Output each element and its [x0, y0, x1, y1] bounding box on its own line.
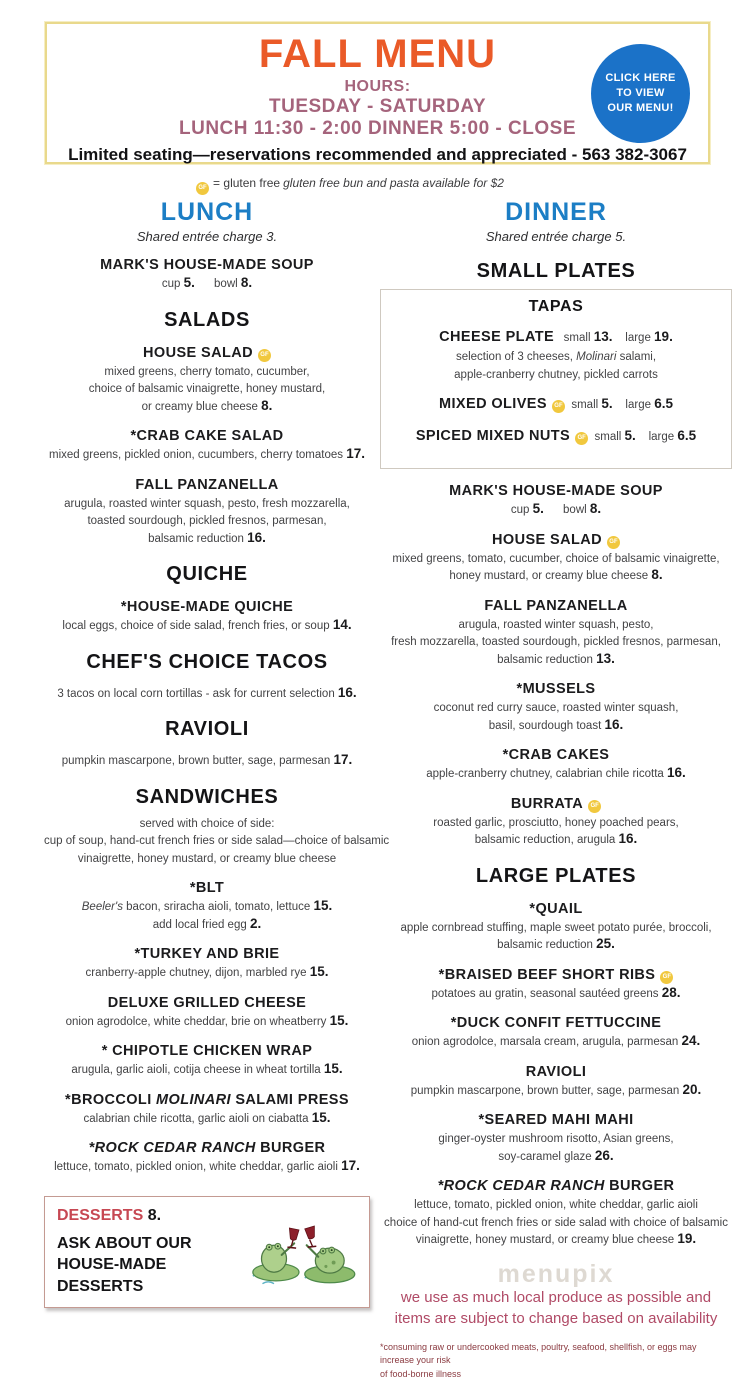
item-title-text: FALL PANZANELLA	[484, 598, 627, 614]
section-heading: RAVIOLI	[44, 718, 370, 741]
item-price: 16.	[604, 717, 623, 732]
item-price: 17.	[346, 446, 365, 461]
item-desc-line	[44, 685, 370, 703]
item-title-text: *MUSSELS	[517, 681, 596, 697]
item-price: 17.	[333, 752, 352, 767]
item-desc-text: balsamic reduction	[497, 654, 596, 666]
disclaimer-line: *consuming raw or undercooked meats, poultry, seafood, shellfish, or eggs may increase your risk	[380, 1341, 732, 1368]
section-heading: SMALL PLATES	[380, 260, 732, 283]
hours-days: TUESDAY - SATURDAY	[47, 96, 708, 118]
section-heading: SALADS	[44, 309, 370, 332]
menu-item	[44, 1090, 370, 1128]
item-desc-line	[44, 275, 370, 293]
tapas-box	[380, 289, 732, 469]
menu-item	[380, 679, 732, 734]
dinner-column	[380, 198, 732, 1381]
menu-item	[385, 426, 727, 447]
item-title-text: SPICED MIXED NUTS	[416, 428, 570, 444]
item-desc-line	[44, 530, 370, 548]
item-desc-line	[380, 633, 732, 651]
item-desc-text: lettuce, tomato, pickled onion, white cheddar, garlic aioli	[414, 1199, 698, 1211]
item-price: 5.	[625, 428, 636, 443]
item-title-line	[44, 255, 370, 275]
gf-legend	[0, 176, 700, 195]
menu-item	[44, 1138, 370, 1176]
badge-line: OUR MENU!	[607, 101, 673, 116]
tapas-heading: TAPAS	[385, 298, 727, 316]
item-desc-line	[380, 1196, 732, 1214]
item-title-text: BURGER	[256, 1140, 326, 1156]
item-title-text: *BLT	[190, 880, 224, 896]
item-desc-text: add local fried egg	[153, 919, 250, 931]
item-title-line	[380, 481, 732, 501]
item-price: 15.	[310, 964, 329, 979]
item-title-text: MARK'S HOUSE-MADE SOUP	[449, 483, 663, 499]
menu-item	[44, 878, 370, 933]
item-price: 16.	[667, 765, 686, 780]
menu-item	[380, 530, 732, 585]
item-desc-text: apple cornbread stuffing, maple sweet potato purée, broccoli,	[400, 922, 711, 934]
item-price: 5.	[184, 275, 195, 290]
menu-item	[44, 685, 370, 703]
item-desc-text: balsamic reduction, arugula	[475, 834, 619, 846]
menu-item	[385, 394, 727, 415]
item-desc-line	[380, 831, 732, 849]
gluten-free-icon: GF	[552, 400, 565, 413]
item-desc-line	[380, 1130, 732, 1148]
watermark: menupix	[380, 1260, 732, 1289]
item-price: 17.	[341, 1158, 360, 1173]
item-desc-line	[385, 348, 727, 366]
item-desc-line	[44, 617, 370, 635]
item-desc-text: onion agrodolce, marsala cream, arugula, parmesan	[412, 1036, 682, 1048]
item-desc-line	[380, 550, 732, 568]
item-title-text: SALAMI PRESS	[231, 1092, 349, 1108]
item-title-line	[44, 1090, 370, 1110]
menu-item	[44, 597, 370, 635]
gluten-free-icon: GF	[196, 182, 209, 195]
item-price: 6.5	[677, 428, 696, 443]
item-title-text: BURRATA	[511, 796, 583, 812]
item-desc-line	[380, 1214, 732, 1232]
disclaimer-line: of food-borne illness	[380, 1368, 732, 1381]
item-desc-text: cup of soup, hand-cut french fries or side salad—choice of balsamic	[44, 835, 389, 847]
item-desc-text: soy-caramel glaze	[498, 1151, 595, 1163]
item-price: 5.	[533, 501, 544, 516]
dinner-items	[380, 260, 732, 1249]
item-price: 15.	[330, 1013, 349, 1028]
item-desc-text: mixed greens, tomato, cucumber, choice of balsamic vinaigrette,	[392, 553, 719, 565]
item-desc-text: local eggs, choice of side salad, french fries, or soup	[62, 620, 332, 632]
badge-line: CLICK HERE	[605, 71, 675, 86]
lunch-items	[44, 255, 370, 1176]
item-price: 16.	[247, 530, 266, 545]
item-desc-line	[380, 651, 732, 669]
local-note-line: items are subject to change based on availability	[380, 1308, 732, 1329]
item-desc-line	[44, 363, 370, 381]
item-desc-text: lettuce, tomato, pickled onion, white cheddar, garlic aioli	[54, 1161, 341, 1173]
item-price: 16.	[619, 831, 638, 846]
item-desc-line	[44, 850, 370, 868]
item-desc-text: balsamic reduction	[148, 533, 247, 545]
item-title-text: *ROCK CEDAR RANCH	[438, 1178, 605, 1194]
item-desc-text: Molinari	[576, 351, 616, 363]
item-title-line	[380, 679, 732, 699]
item-desc-text: apple-cranberry chutney, pickled carrots	[454, 369, 658, 381]
item-desc-line	[44, 752, 370, 770]
lunch-column	[44, 198, 370, 1381]
desserts-price: 8.	[143, 1207, 161, 1224]
item-title-line	[385, 426, 727, 447]
gluten-free-icon: GF	[660, 971, 673, 984]
item-desc-line	[44, 1013, 370, 1031]
item-price: 14.	[333, 617, 352, 632]
item-desc-text: calabrian chile ricotta, garlic aioli on ciabatta	[84, 1113, 312, 1125]
menu-item	[44, 343, 370, 416]
hours-times: LUNCH 11:30 - 2:00 DINNER 5:00 - CLOSE	[47, 118, 708, 140]
gluten-free-icon: GF	[258, 349, 271, 362]
item-desc-line	[44, 495, 370, 513]
menu-title: FALL MENU	[47, 32, 708, 77]
item-title-line	[380, 794, 732, 814]
item-desc-line	[44, 964, 370, 982]
menu-item	[385, 327, 727, 383]
item-title-line	[380, 1062, 732, 1082]
item-price: 20.	[682, 1082, 701, 1097]
item-title-text: *BROCCOLI	[65, 1092, 156, 1108]
item-desc-text: bowl	[544, 504, 590, 516]
item-price: 25.	[596, 936, 615, 951]
item-title-line	[380, 596, 732, 616]
item-title-text: MARK'S HOUSE-MADE SOUP	[100, 257, 314, 273]
menu-item	[44, 752, 370, 770]
dinner-note: Shared entrée charge 5.	[380, 229, 732, 244]
section-heading: SANDWICHES	[44, 786, 370, 809]
item-title-line	[44, 475, 370, 495]
desserts-note	[57, 1233, 249, 1298]
item-desc-line	[380, 616, 732, 634]
menu-item	[380, 481, 732, 519]
item-desc-text: onion agrodolce, white cheddar, brie on wheatberry	[66, 1016, 330, 1028]
item-desc-line	[380, 814, 732, 832]
item-title-line	[380, 899, 732, 919]
item-desc-text: vinaigrette, honey mustard, or creamy blue cheese	[78, 853, 336, 865]
local-note-line: we use as much local produce as possible and	[380, 1287, 732, 1308]
item-desc-text: roasted garlic, prosciutto, honey poached pears,	[433, 817, 678, 829]
item-desc-text: choice of hand-cut french fries or side salad with choice of balsamic	[384, 1217, 728, 1229]
item-title-text: HOUSE SALAD	[143, 345, 253, 361]
menu-item	[44, 944, 370, 982]
item-desc-text: arugula, roasted winter squash, pesto, fresh mozzarella,	[64, 498, 350, 510]
item-desc-line	[44, 832, 370, 850]
menu-item	[380, 1176, 732, 1249]
item-desc-line	[380, 985, 732, 1003]
item-desc-text: Beeler's	[82, 901, 123, 913]
item-title-line	[44, 597, 370, 617]
item-desc-text: bacon, sriracha aioli, tomato, lettuce	[123, 901, 314, 913]
item-desc-text: large	[613, 399, 655, 411]
item-desc-text: fresh mozzarella, toasted sourdough, pickled fresnos, parmesan,	[391, 636, 721, 648]
item-desc-text: small	[588, 431, 624, 443]
item-desc-text: salami,	[616, 351, 656, 363]
item-title-line	[380, 965, 732, 985]
menu-item	[380, 1062, 732, 1100]
item-title-line	[44, 426, 370, 446]
item-title-line	[380, 1176, 732, 1196]
item-price: 8.	[261, 398, 272, 413]
lunch-title: LUNCH	[44, 198, 370, 227]
menu-item	[380, 745, 732, 783]
item-title-line	[380, 745, 732, 765]
item-desc-line	[380, 1033, 732, 1051]
item-title-text: RAVIOLI	[526, 1064, 587, 1080]
item-desc-text: potatoes au gratin, seasonal sautéed greens	[432, 988, 662, 1000]
item-desc-line	[44, 380, 370, 398]
item-desc-line	[380, 1148, 732, 1166]
item-desc-line	[380, 765, 732, 783]
item-price: 8.	[651, 567, 662, 582]
item-desc-text: balsamic reduction	[497, 939, 596, 951]
item-desc-line	[380, 1231, 732, 1249]
item-price: 15.	[312, 1110, 331, 1125]
item-desc-text: cranberry-apple chutney, dijon, marbled rye	[86, 967, 310, 979]
item-title-text: *BRAISED BEEF SHORT RIBS	[439, 967, 656, 983]
item-price: 13.	[594, 329, 613, 344]
item-desc-text: mixed greens, pickled onion, cucumbers, cherry tomatoes	[49, 449, 346, 461]
item-price: 2.	[250, 916, 261, 931]
item-title-text: *TURKEY AND BRIE	[135, 946, 280, 962]
item-title-text: BURGER	[605, 1178, 675, 1194]
menu-columns	[44, 198, 732, 1381]
item-desc-line	[380, 1082, 732, 1100]
menu-item	[380, 794, 732, 849]
item-desc-line	[44, 398, 370, 416]
desserts-text	[57, 1207, 249, 1298]
gluten-free-icon: GF	[607, 536, 620, 549]
item-title-text: FALL PANZANELLA	[135, 477, 278, 493]
menu-item	[380, 1110, 732, 1165]
item-desc-text: pumpkin mascarpone, brown butter, sage, parmesan	[411, 1085, 683, 1097]
item-desc-text: choice of balsamic vinaigrette, honey mustard,	[89, 383, 326, 395]
item-desc-line	[44, 1110, 370, 1128]
item-desc-text: ginger-oyster mushroom risotto, Asian greens,	[438, 1133, 673, 1145]
item-price: 15.	[313, 898, 332, 913]
item-desc-line	[380, 567, 732, 585]
item-title-line	[44, 1041, 370, 1061]
menu-item	[44, 1041, 370, 1079]
gluten-free-icon: GF	[575, 432, 588, 445]
item-price: 19.	[654, 329, 673, 344]
item-title-text: *ROCK CEDAR RANCH	[89, 1140, 256, 1156]
item-desc-text: basil, sourdough toast	[489, 720, 605, 732]
item-price: 13.	[596, 651, 615, 666]
item-title-text: HOUSE SALAD	[492, 532, 602, 548]
item-price: 8.	[241, 275, 252, 290]
item-title-text: DELUXE GRILLED CHEESE	[108, 995, 307, 1011]
seating-note: Limited seating—reservations recommended and appreciated - 563 382-3067	[47, 145, 708, 165]
item-desc-line	[44, 446, 370, 464]
section-heading: LARGE PLATES	[380, 865, 732, 888]
item-desc-line	[44, 916, 370, 934]
item-desc-text: cup	[162, 278, 184, 290]
disclaimer	[380, 1341, 732, 1381]
item-price: 6.5	[654, 396, 673, 411]
desserts-title: DESSERTS	[57, 1207, 143, 1224]
item-title-line	[385, 394, 727, 415]
item-desc-text: honey mustard, or creamy blue cheese	[449, 570, 651, 582]
desserts-box	[44, 1196, 370, 1309]
menu-item	[44, 255, 370, 293]
desserts-title-line	[57, 1207, 249, 1225]
item-desc-line	[380, 699, 732, 717]
gluten-free-icon: GF	[588, 800, 601, 813]
item-desc-text: small	[554, 332, 594, 344]
item-price: 26.	[595, 1148, 614, 1163]
dinner-title: DINNER	[380, 198, 732, 227]
item-title-text: *CRAB CAKES	[503, 747, 610, 763]
item-desc-text: large	[612, 332, 654, 344]
item-title-text: *SEARED MAHI MAHI	[478, 1112, 633, 1128]
item-desc-text: 3 tacos on local corn tortillas - ask for current selection	[57, 688, 338, 700]
item-price: 8.	[590, 501, 601, 516]
item-title-text: *QUAIL	[529, 901, 582, 917]
item-desc-text: cup	[511, 504, 533, 516]
gf-legend-note: gluten free bun and pasta available for $2	[283, 176, 504, 190]
item-price: 19.	[677, 1231, 696, 1246]
item-desc-text: arugula, garlic aioli, cotija cheese in wheat tortilla	[71, 1064, 324, 1076]
item-desc-line	[380, 936, 732, 954]
item-title-line	[44, 1138, 370, 1158]
item-title-text: CHEESE PLATE	[439, 329, 554, 345]
lunch-note: Shared entrée charge 3.	[44, 229, 370, 244]
item-title-text: * CHIPOTLE CHICKEN WRAP	[102, 1043, 313, 1059]
item-title-text: *DUCK CONFIT FETTUCCINE	[451, 1015, 662, 1031]
gf-legend-text: = gluten free	[213, 176, 280, 190]
item-desc-text: served with choice of side:	[140, 818, 275, 830]
item-title-line	[44, 878, 370, 898]
item-title-text: MIXED OLIVES	[439, 396, 547, 412]
item-desc-line	[44, 1061, 370, 1079]
hours-label: HOURS:	[47, 78, 708, 96]
item-title-line	[385, 327, 727, 348]
section-heading: CHEF'S CHOICE TACOS	[44, 651, 370, 674]
item-price: 28.	[662, 985, 681, 1000]
view-menu-badge[interactable]	[591, 44, 690, 143]
item-price: 15.	[324, 1061, 343, 1076]
item-title-line	[44, 993, 370, 1013]
item-title-text: MOLINARI	[156, 1092, 231, 1108]
item-desc-line	[380, 717, 732, 735]
item-desc-text: coconut red curry sauce, roasted winter squash,	[434, 702, 679, 714]
desserts-note-line: HOUSE-MADE DESSERTS	[57, 1254, 249, 1297]
menu-item	[380, 1013, 732, 1051]
item-title-line	[380, 530, 732, 550]
item-desc-text: large	[636, 431, 678, 443]
item-desc-line	[44, 898, 370, 916]
item-desc-text: bowl	[195, 278, 241, 290]
header-box	[45, 22, 710, 164]
menu-item	[380, 965, 732, 1003]
item-desc-text: selection of 3 cheeses,	[456, 351, 576, 363]
item-price: 5.	[601, 396, 612, 411]
item-price: 24.	[681, 1033, 700, 1048]
section-heading: QUICHE	[44, 563, 370, 586]
item-desc-text: apple-cranberry chutney, calabrian chile ricotta	[426, 768, 667, 780]
menu-item	[44, 993, 370, 1031]
item-desc-text: vinaigrette, honey mustard, or creamy blue cheese	[416, 1234, 677, 1246]
badge-line: TO VIEW	[616, 86, 664, 101]
item-desc-text: mixed greens, cherry tomato, cucumber,	[104, 366, 309, 378]
item-desc-text: pumpkin mascarpone, brown butter, sage, parmesan	[62, 755, 334, 767]
local-produce-note	[380, 1287, 732, 1329]
item-title-line	[380, 1013, 732, 1033]
desserts-note-line: ASK ABOUT OUR	[57, 1233, 249, 1255]
item-desc-text: or creamy blue cheese	[142, 401, 262, 413]
item-title-line	[380, 1110, 732, 1130]
menu-item	[380, 596, 732, 669]
item-desc-text: arugula, roasted winter squash, pesto,	[459, 619, 654, 631]
item-desc-line	[380, 919, 732, 937]
item-desc-line	[380, 501, 732, 519]
item-desc-line	[385, 366, 727, 384]
item-title-line	[44, 944, 370, 964]
menu-item	[44, 426, 370, 464]
menu-item	[44, 475, 370, 548]
section-note	[44, 815, 370, 868]
item-title-text: *HOUSE-MADE QUICHE	[121, 599, 293, 615]
item-desc-line	[44, 512, 370, 530]
item-desc-text: small	[565, 399, 601, 411]
item-desc-line	[44, 815, 370, 833]
item-desc-line	[44, 1158, 370, 1176]
item-desc-text: toasted sourdough, pickled fresnos, parmesan,	[87, 515, 326, 527]
menu-item	[380, 899, 732, 954]
item-title-line	[44, 343, 370, 363]
item-price: 16.	[338, 685, 357, 700]
item-title-text: *CRAB CAKE SALAD	[130, 428, 283, 444]
toasting-frogs-illustration	[249, 1215, 357, 1289]
